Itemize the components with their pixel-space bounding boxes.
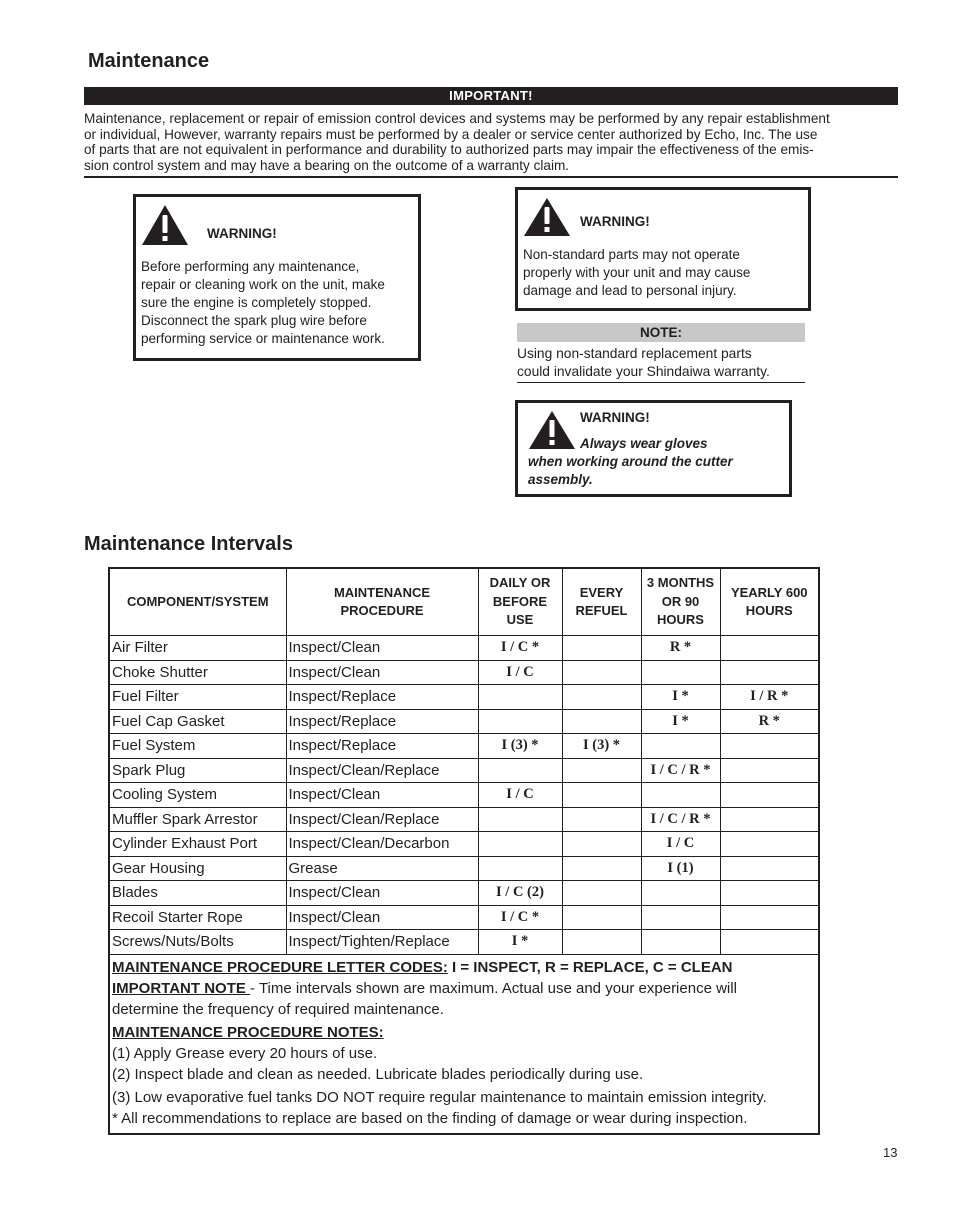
table-row [109,783,819,808]
warning-line: repair or cleaning work on the unit, make [141,277,385,292]
notes-cell [109,954,819,1134]
procedure-cell: Inspect/Replace [286,734,478,759]
note-line: Using non-standard replacement parts [517,346,752,361]
interval-cell [562,636,641,661]
procedure-cell: Inspect/Clean [286,905,478,930]
header-line: BEFORE [492,593,548,609]
warning-triangle-icon [523,197,571,237]
interval-cell [478,856,562,881]
warning-box-parts [515,187,811,311]
interval-cell [562,660,641,685]
important-text [84,111,900,173]
component-cell: Screws/Nuts/Bolts [109,930,286,955]
column-header [286,568,478,636]
interval-cell: I * [641,709,720,734]
component-cell: Air Filter [109,636,286,661]
procedure-cell: Inspect/Clean [286,636,478,661]
interval-cell [641,734,720,759]
warning-text [141,258,419,348]
interval-cell [562,930,641,955]
note-banner: NOTE: [517,323,805,342]
interval-cell [562,832,641,857]
warning-label: WARNING! [580,410,650,425]
table-header-row [109,568,819,636]
interval-cell [478,685,562,710]
header-line: MAINTENANCE [333,584,431,600]
header-line: EVERY [579,584,624,600]
warning-text [528,435,788,489]
procedure-cell: Inspect/Tighten/Replace [286,930,478,955]
component-cell: Cooling System [109,783,286,808]
table-row [109,709,819,734]
interval-cell [720,930,819,955]
component-cell: Spark Plug [109,758,286,783]
column-header [641,568,720,636]
warning-line: when working around the cutter [528,454,733,469]
interval-cell: R * [720,709,819,734]
interval-cell [720,881,819,906]
warning-line: properly with your unit and may cause [523,265,751,280]
interval-cell: I (3) * [562,734,641,759]
warning-line: sure the engine is completely stopped. [141,295,372,310]
letter-codes-text: I = INSPECT, R = REPLACE, C = CLEAN [447,958,733,976]
interval-cell [720,660,819,685]
table-row [109,685,819,710]
header-line: REFUEL [575,603,628,618]
warning-text [523,246,807,300]
component-cell: Fuel System [109,734,286,759]
warning-line: Disconnect the spark plug wire before [141,313,367,328]
section-divider [84,176,898,178]
interval-cell: I / R * [720,685,819,710]
procedure-cell: Inspect/Replace [286,709,478,734]
warning-line: performing service or maintenance work. [141,331,385,346]
column-header [109,568,286,636]
important-note-label: IMPORTANT NOTE [112,979,251,997]
letter-codes [112,957,816,978]
header-line: COMPONENT/SYSTEM [126,593,269,609]
interval-cell: I * [478,930,562,955]
procedure-cell: Inspect/Clean/Replace [286,758,478,783]
note-item: (1) Apply Grease every 20 hours of use. [112,1044,378,1062]
important-line: sion control system and may have a bearing on the outcome of a warranty claim. [84,157,570,173]
component-cell: Gear Housing [109,856,286,881]
component-cell: Recoil Starter Rope [109,905,286,930]
interval-cell [720,856,819,881]
header-line: DAILY OR [489,575,551,591]
interval-cell: I / C [478,660,562,685]
interval-cell [562,709,641,734]
component-cell: Fuel Cap Gasket [109,709,286,734]
header-line: USE [506,612,534,628]
header-line: HOURS [745,603,793,618]
interval-cell [720,783,819,808]
interval-cell [641,930,720,955]
interval-cell: I / C * [478,905,562,930]
interval-cell: I / C / R * [641,807,720,832]
table-row [109,734,819,759]
interval-cell [641,783,720,808]
interval-cell [641,660,720,685]
component-cell: Muffler Spark Arrestor [109,807,286,832]
interval-cell [720,758,819,783]
header-line: YEARLY 600 [730,584,808,600]
table-row [109,832,819,857]
important-note [112,978,816,999]
notes-label: MAINTENANCE PROCEDURE NOTES: [112,1023,384,1041]
interval-cell [562,856,641,881]
page-number: 13 [883,1145,898,1160]
note-text [517,345,805,383]
warning-label: WARNING! [580,214,650,229]
letter-codes-label: MAINTENANCE PROCEDURE LETTER CODES: [112,958,448,976]
warning-line: Non-standard parts may not operate [523,247,740,262]
interval-cell [562,758,641,783]
interval-cell: I / C / R * [641,758,720,783]
important-line: of parts that are not equivalent in performance and durability to authorized parts may impair the effectiveness of the emis- [84,142,814,157]
header-line: PROCEDURE [340,603,424,618]
component-cell: Blades [109,881,286,906]
table-row [109,881,819,906]
interval-cell [478,758,562,783]
interval-cell: I / C (2) [478,881,562,906]
component-cell: Choke Shutter [109,660,286,685]
warning-box-gloves [515,400,792,497]
interval-cell [641,905,720,930]
warning-label: WARNING! [207,226,277,241]
procedure-cell: Inspect/Clean/Replace [286,807,478,832]
note-item: (2) Inspect blade and clean as needed. Lubricate blades periodically during use. [112,1065,644,1083]
interval-cell: I / C [641,832,720,857]
warning-line: damage and lead to personal injury. [523,283,737,298]
component-cell: Cylinder Exhaust Port [109,832,286,857]
interval-cell: R * [641,636,720,661]
note-line: could invalidate your Shindaiwa warranty. [517,364,770,379]
interval-cell [562,905,641,930]
interval-cell [478,807,562,832]
important-line: Maintenance, replacement or repair of emission control devices and systems may be performed by any repair establishment [84,111,830,126]
section-title: Maintenance Intervals [84,533,293,555]
notes-heading [112,1022,816,1043]
interval-cell: I (1) [641,856,720,881]
procedure-cell: Inspect/Clean [286,660,478,685]
table-row [109,856,819,881]
warning-line: Before performing any maintenance, [141,259,360,274]
notes-row [109,954,819,1134]
interval-cell [720,832,819,857]
interval-cell [720,807,819,832]
procedure-cell: Inspect/Clean/Decarbon [286,832,478,857]
interval-cell [641,881,720,906]
important-note-text: - Time intervals shown are maximum. Actual use and your experience will [250,979,737,997]
important-note-text: determine the frequency of required maintenance. [112,1000,444,1018]
header-line: 3 MONTHS [646,575,715,591]
warning-triangle-icon [141,204,189,246]
procedure-cell: Inspect/Clean [286,783,478,808]
warning-line: Always wear gloves [580,436,708,451]
maintenance-intervals-table [108,567,820,1135]
procedure-cell: Inspect/Clean [286,881,478,906]
interval-cell [478,832,562,857]
interval-cell [478,709,562,734]
column-header [478,568,562,636]
interval-cell [562,807,641,832]
interval-cell [562,783,641,808]
component-cell: Fuel Filter [109,685,286,710]
table-row [109,660,819,685]
table-row [109,807,819,832]
interval-cell: I / C * [478,636,562,661]
table-row [109,930,819,955]
page-title: Maintenance [88,50,210,72]
warning-line: assembly. [528,472,593,487]
header-line: OR 90 [661,593,700,609]
column-header [562,568,641,636]
table-row [109,905,819,930]
important-line: or individual, However, warranty repairs must be performed by a dealer or service center authorized by Echo, Inc. The use [84,126,818,142]
header-line: HOURS [657,612,704,628]
column-header [720,568,819,636]
procedure-cell: Inspect/Replace [286,685,478,710]
interval-cell: I / C [478,783,562,808]
interval-cell: I * [641,685,720,710]
interval-cell [720,734,819,759]
note-item: * All recommendations to replace are based on the finding of damage or wear during inspection. [112,1109,748,1127]
interval-cell [562,881,641,906]
interval-cell [562,685,641,710]
interval-cell [720,905,819,930]
interval-cell: I (3) * [478,734,562,759]
table-row [109,636,819,661]
important-banner: IMPORTANT! [84,87,898,105]
interval-cell [720,636,819,661]
warning-box-engine [133,194,421,361]
procedure-cell: Grease [286,856,478,881]
table-row [109,758,819,783]
note-item: (3) Low evaporative fuel tanks DO NOT require regular maintenance to maintain emission integrity. [112,1088,767,1106]
